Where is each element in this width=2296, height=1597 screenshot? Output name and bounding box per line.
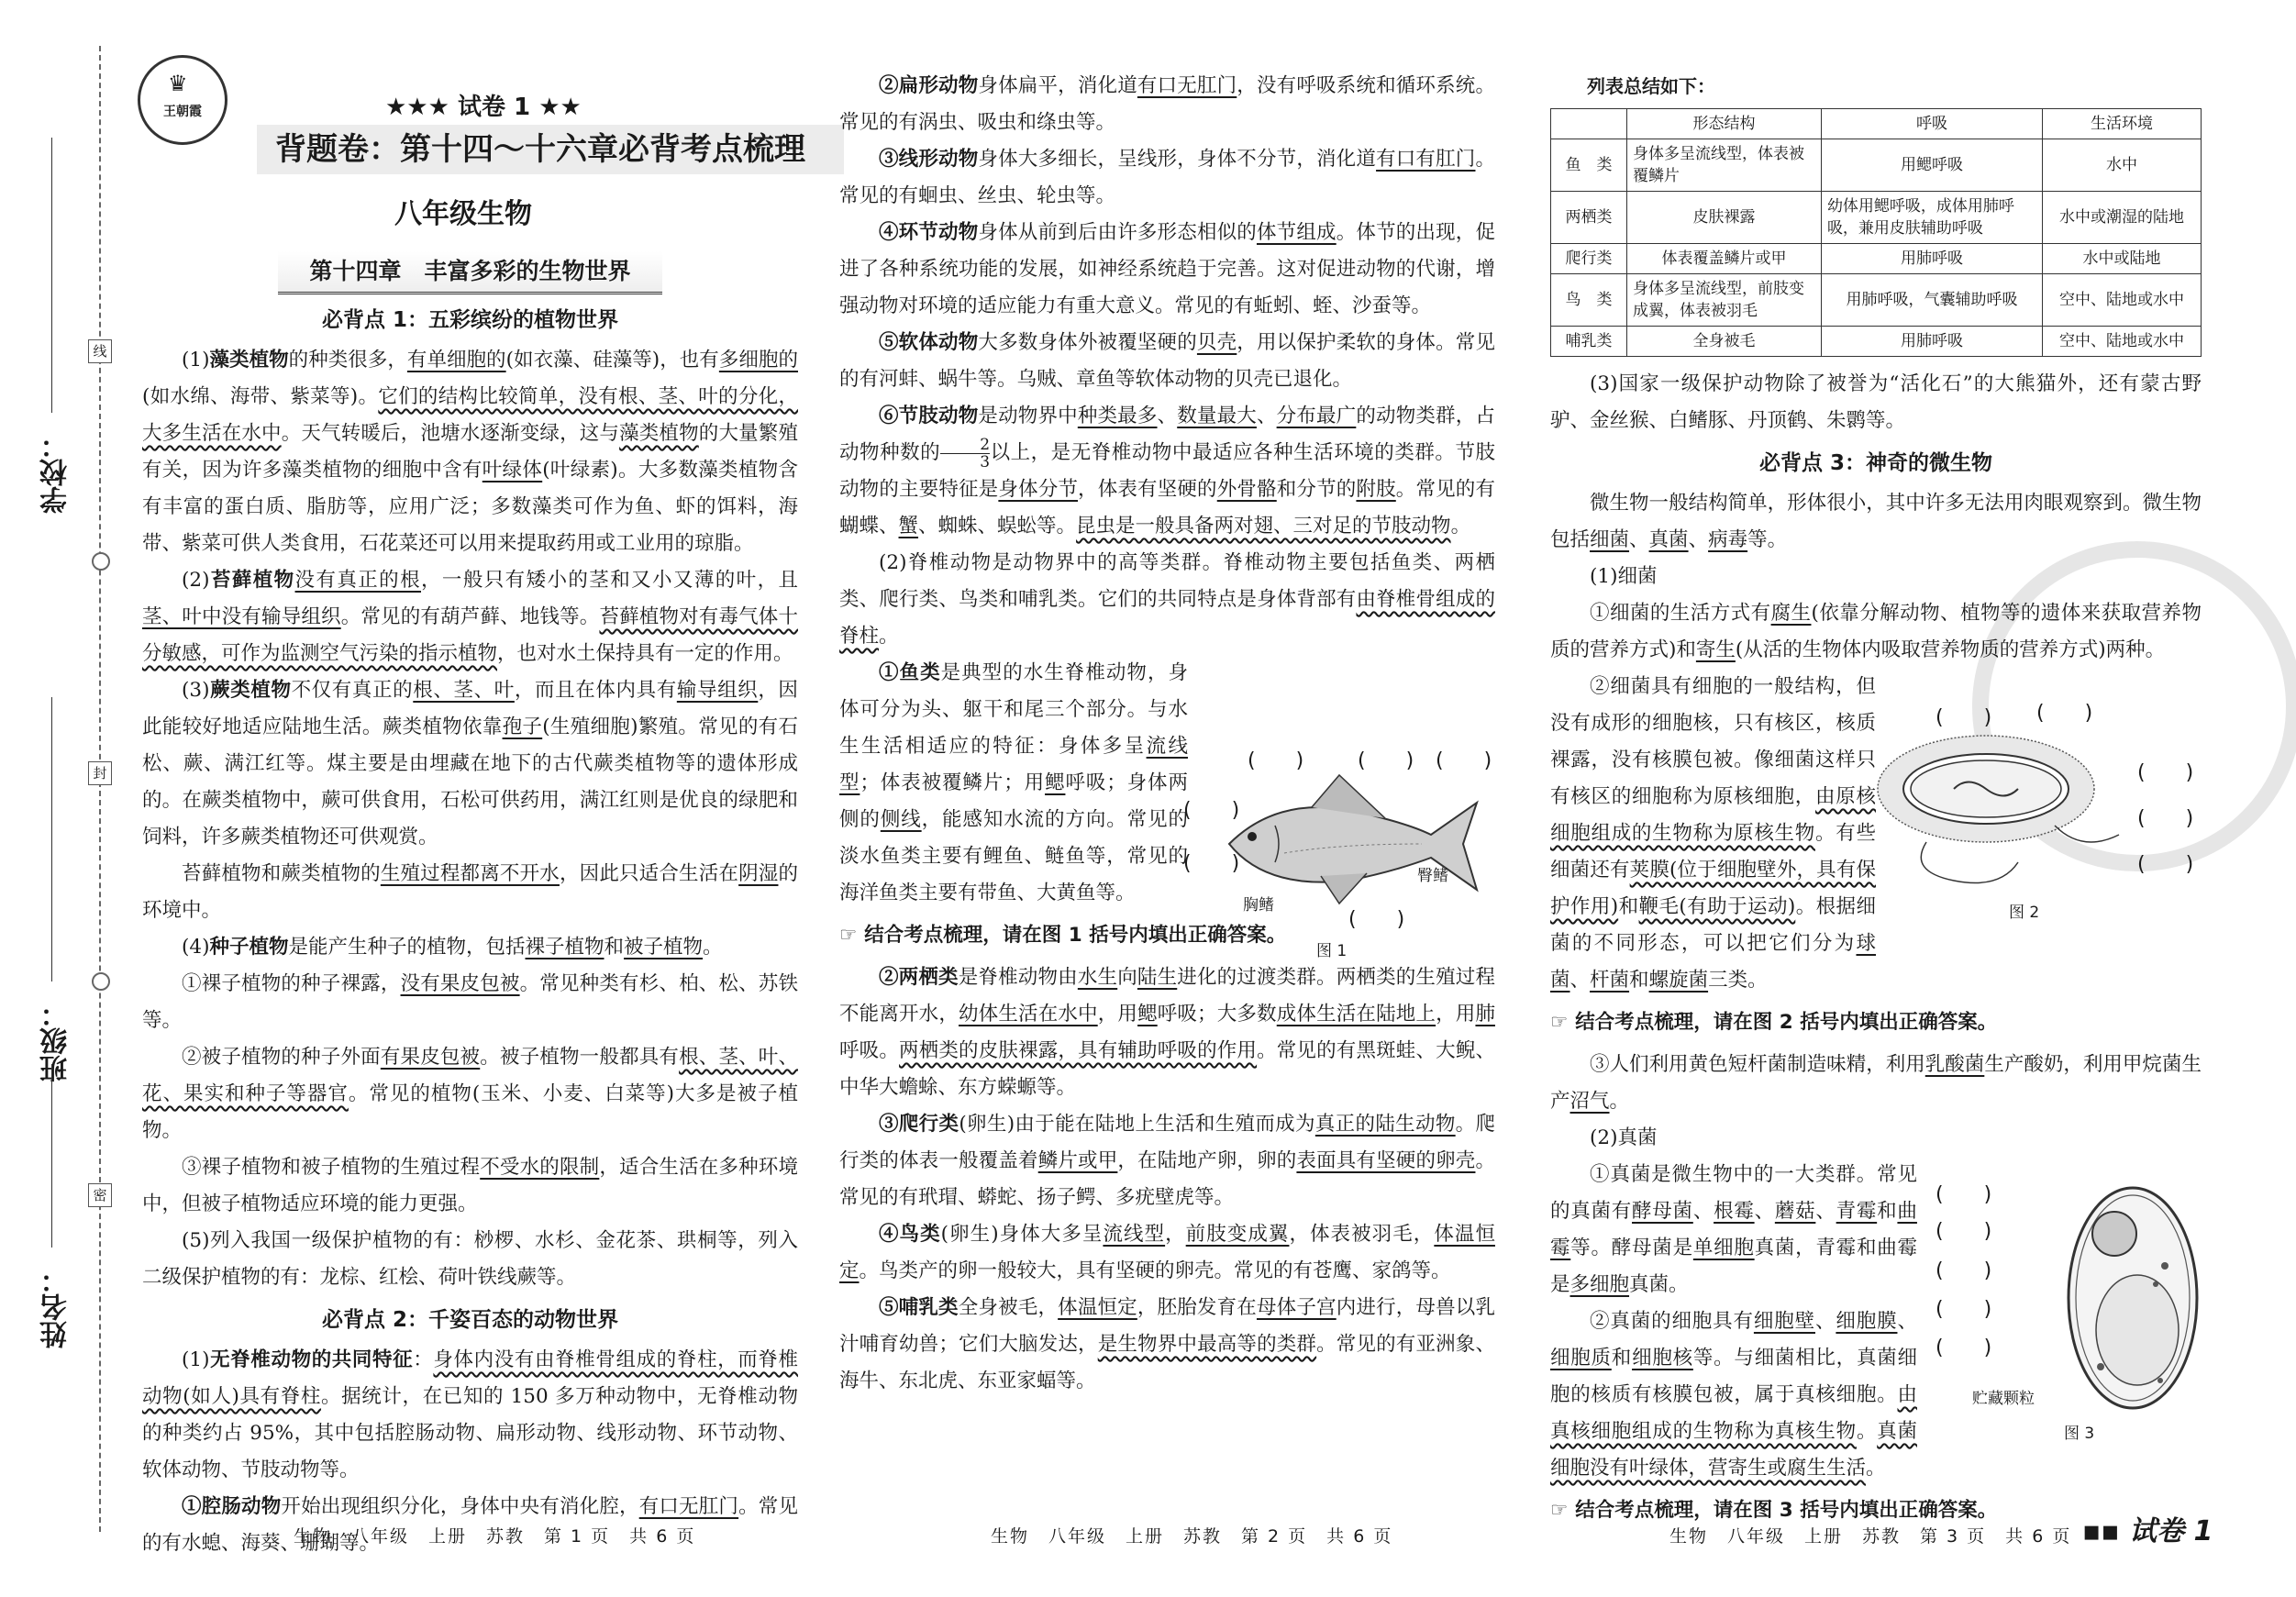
paragraph-summary: 苔藓植物和蕨类植物的生殖过程都离不开水，因此只适合生活在阴湿的环境中。 xyxy=(142,862,798,922)
subheading-bacteria: (1)细菌 xyxy=(1590,565,1658,588)
binding-hole xyxy=(92,552,110,571)
binding-dashed-line xyxy=(99,46,101,1532)
table-header-row: 形态结构 呼吸 生活环境 xyxy=(1551,109,2202,139)
paragraph-seed: (4)种子植物是能产生种子的植物，包括裸子植物和被子植物。 xyxy=(182,936,723,959)
vertebrate-summary-table xyxy=(1550,108,2202,357)
paragraph-arthropod: ⑥节肢动物是动物界中种类最多、数量最大、分布最广的动物类群，占动物种数的 $\frac{2}{3}$ 以上，是无脊椎动物中最适应各种生活环境的类群。节肢动物的主要特征是身体分节，体表有坚硬的外骨骼和分节的附肢。常见的有蝴蝶、蟹、蜘蛛、蜈蚣等。昆虫是一般具备两对翅、三对足的节肢动物。 xyxy=(839,405,1495,538)
table-row: 两栖类 皮肤裸露 幼体用鳃呼吸，成体用肺呼吸，兼用皮肤辅助呼吸 水中或潮湿的陆地 xyxy=(1551,192,2202,244)
blank-bracket[interactable]: ( ) xyxy=(1348,908,1405,931)
crown-icon: ♛ xyxy=(168,71,188,96)
page-footer: 生物 八年级 上册 苏教 第 2 页 共 6 页 xyxy=(991,1526,1393,1547)
yeast-cell-diagram xyxy=(2064,1183,2202,1413)
grade-title: 八年级生物 xyxy=(394,198,532,230)
section-heading: 必背点 2：千姿百态的动物世界 xyxy=(321,1308,618,1332)
paragraph-gymnosperm: ①裸子植物的种子裸露，没有果皮包被。常见种类有杉、柏、松、苏铁等。 xyxy=(142,972,798,1032)
paragraph-annelid: ④环节动物身体从前到后由许多形态相似的体节组成。体节的出现，促进了各种系统功能的发展，如神经系统趋于完善。这对促进动物的代谢，增强动物对环境的适应能力有重大意义。常见的有蚯蚓、蛭、沙蚕等。 xyxy=(839,221,1495,317)
paragraph-flatworm: ②扁形动物身体扁平，消化道有口无肛门，没有呼吸系统和循环系统。常见的有涡虫、吸虫和绦虫等。 xyxy=(839,74,1495,134)
fraction: $\frac{2}{3}$ xyxy=(940,437,990,471)
column-2 xyxy=(839,68,1495,1400)
page-footer: 生物 八年级 上册 苏教 第 1 页 共 6 页 xyxy=(294,1526,696,1547)
name-field[interactable] xyxy=(51,1064,52,1248)
school-label: 学校： xyxy=(40,431,72,514)
paragraph-coelenterate: ①腔肠动物开始出现组织分化，身体中央有消化腔，有口无肛门。常见的有水螅、海葵、珊瑚等。 xyxy=(142,1495,798,1555)
figure-caption: 图 1 xyxy=(1316,942,1348,960)
table-intro: 列表总结如下： xyxy=(1587,75,1715,97)
section-heading: 必背点 1：五彩缤纷的植物世界 xyxy=(321,308,618,332)
bacterium-illustration xyxy=(1871,725,2137,899)
blank-bracket[interactable]: ( ) xyxy=(2137,761,2194,784)
instruction: ☞ 结合考点梳理，请在图 3 括号内填出正确答案。 xyxy=(1550,1499,1998,1522)
blank-bracket[interactable]: ( ) xyxy=(1936,1220,1992,1243)
paper-number: ★★★ 试卷 1 ★★ xyxy=(385,94,582,121)
instruction: ☞ 结合考点梳理，请在图 2 括号内填出正确答案。 xyxy=(1550,1011,1998,1034)
paragraph-reptile: ③爬行类(卵生)由于能在陆地上生活和生殖而成为真正的陆生动物。爬行类的体表一般覆盖着鳞片或甲，在陆地产卵，卵的表面具有坚硬的卵壳。常见的有玳瑁、蟒蛇、扬子鳄、多疣壁虎等。 xyxy=(839,1113,1495,1209)
binding-hole xyxy=(92,972,110,991)
blank-bracket[interactable]: ( ) xyxy=(1936,1259,1992,1282)
blank-bracket[interactable]: ( ) xyxy=(1248,749,1304,772)
blank-bracket[interactable]: ( ) xyxy=(2137,807,2194,830)
publisher-logo: ♛ 王朝霞 xyxy=(138,55,227,145)
blank-bracket[interactable]: ( ) xyxy=(1358,749,1414,772)
section-heading: 必背点 3：神奇的微生物 xyxy=(1758,451,1992,475)
paragraph-moss: (2)苔藓植物没有真正的根，一般只有矮小的茎和又小又薄的叶，且茎、叶中没有输导组织。常见的有葫芦藓、地钱等。苔藓植物对有毒气体十分敏感，可作为监测空气污染的指示植物，也对水土保持具有一定的作用。 xyxy=(142,569,798,665)
pointing-hand-icon: ☞ xyxy=(839,924,858,947)
fig1-label-anal: 臀鳍 xyxy=(1417,867,1448,885)
table-row: 哺乳类 全身被毛 用肺呼吸 空中、陆地或水中 xyxy=(1551,327,2202,357)
paragraph-fungi-types: ①真菌是微生物中的一大类群。常见的真菌有酵母菌、根霉、蘑菇、青霉和曲霉等。酵母菌是单细胞真菌，青霉和曲霉是多细胞真菌。 xyxy=(1550,1163,1917,1296)
class-field[interactable] xyxy=(51,697,52,981)
paragraph-protected-animals: (3)国家一级保护动物除了被誉为“活化石”的大熊猫外，还有蒙古野驴、金丝猴、白鳍豚、丹顶鹤、朱鹮等。 xyxy=(1550,372,2202,432)
table-row: 鱼 类 身体多呈流线型，体表被覆鳞片 用鳃呼吸 水中 xyxy=(1551,139,2202,192)
name-label: 姓名： xyxy=(40,1266,72,1348)
page-title: 背题卷：第十四～十六章必背考点梳理 xyxy=(257,125,844,174)
blank-bracket[interactable]: ( ) xyxy=(1183,799,1240,822)
paragraph-fish: ①鱼类是典型的水生脊椎动物，身体可分为头、躯干和尾三个部分。与水生生活相适应的特征：身体多呈流线型；体表被覆鳞片；用鳃呼吸；身体两侧的侧线，能感知水流的方向。常见的淡水鱼类主要有鲤鱼、鲢鱼等，常见的海洋鱼类主要有带鱼、大黄鱼等。 xyxy=(839,661,1188,904)
paragraph-invertebrates: (1)无脊椎动物的共同特征：身体内没有由脊椎骨组成的脊柱，而脊椎动物(如人)具有脊柱。据统计，在已知的 150 多万种动物中，无脊椎动物的种类约占 95%，其中包括腔肠动物、扁形动物、线形动物、环节动物、软体动物、节肢动物等。 xyxy=(142,1348,798,1481)
fig3-label-storage: 贮藏颗粒 xyxy=(1972,1390,2035,1408)
blank-bracket[interactable]: ( ) xyxy=(1936,1336,1992,1359)
column-1 xyxy=(142,248,798,1562)
paragraph-fungi-structure: ②真菌的细胞具有细胞壁、细胞膜、细胞质和细胞核等。与细菌相比，真菌细胞的核质有核膜包被，属于真核细胞。由真核细胞组成的生物称为真核生物。真菌细胞没有叶绿体，营寄生或腐生生活。 xyxy=(1550,1310,1917,1480)
paragraph-roundworm: ③线形动物身体大多细长，呈线形，身体不分节，消化道有口有肛门。常见的有蛔虫、丝虫、轮虫等。 xyxy=(839,148,1495,207)
chapter-heading: 第十四章 丰富多彩的生物世界 xyxy=(142,251,798,294)
paragraph-vertebrates: (2)脊椎动物是动物界中的高等类群。脊椎动物主要包括鱼类、两栖类、爬行类、鸟类和哺乳类。它们的共同特点是身体背部有由脊椎骨组成的脊柱。 xyxy=(839,551,1495,648)
figure-caption: 图 3 xyxy=(2064,1425,2095,1443)
figure-caption: 图 2 xyxy=(2009,904,2040,922)
paragraph-mammal: ⑤哺乳类全身被毛，体温恒定，胚胎发育在母体子宫内进行，母兽以乳汁哺育幼兽；它们大脑发达，是生物界中最高等的类群。常见的有亚洲象、海牛、东北虎、东亚家蝠等。 xyxy=(839,1296,1495,1392)
pointing-hand-icon: ☞ xyxy=(1550,1011,1569,1034)
page-footer: 生物 八年级 上册 苏教 第 3 页 共 6 页 xyxy=(1669,1526,2072,1547)
blank-bracket[interactable]: ( ) xyxy=(1436,749,1492,772)
subheading-fungi: (2)真菌 xyxy=(1590,1126,1658,1149)
paragraph-microbe-intro: 微生物一般结构简单，形体很小，其中许多无法用肉眼观察到。微生物包括细菌、真菌、病毒等。 xyxy=(1550,492,2202,551)
binding-mark-seal: 封 xyxy=(88,761,112,785)
paragraph-bacteria-use: ③人们利用黄色短杆菌制造味精，利用乳酸菌生产酸奶，利用甲烷菌生产沼气。 xyxy=(1550,1053,2202,1113)
binding-mark-secret: 密 xyxy=(88,1183,112,1207)
blank-bracket[interactable]: ( ) xyxy=(1936,1298,1992,1321)
paragraph-seed-compare: ③裸子植物和被子植物的生殖过程不受水的限制，适合生活在多种环境中，但被子植物适应环境的能力更强。 xyxy=(142,1156,798,1215)
paragraph-bacteria-structure: ②细菌具有细胞的一般结构，但没有成形的细胞核，只有核区，核质裸露，没有核膜包被。像细菌这样只有核区的细胞称为原核细胞，由原核细胞组成的生物称为原核生物。有些细菌还有荚膜(位于细胞壁外，具有保护作用)和鞭毛(有助于运动)。根据细菌的不同形态，可以把它们分为球菌、杆菌和螺旋菌三类。 xyxy=(1550,675,1876,992)
paragraph-angiosperm: ②被子植物的种子外面有果皮包被。被子植物一般都具有根、茎、叶、花、果实和种子等器官。常见的植物(玉米、小麦、白菜等)大多是被子植物。 xyxy=(142,1046,798,1142)
blank-bracket[interactable]: ( ) xyxy=(2036,702,2093,725)
corner-paper-label: ▪▪ 试卷 1 xyxy=(2082,1515,2213,1547)
bacterium-diagram xyxy=(1871,725,2137,899)
paragraph-amphibian: ②两栖类是脊椎动物由水生向陆生进化的过渡类群。两栖类的生殖过程不能离开水，幼体生活在水中，用鳃呼吸；大多数成体生活在陆地上，用肺呼吸。两栖类的皮肤裸露，具有辅助呼吸的作用。常见的有黑斑蛙、大鲵、中华大蟾蜍、东方蝾螈等。 xyxy=(839,966,1495,1099)
table-row: 爬行类 体表覆盖鳞片或甲 用肺呼吸 水中或陆地 xyxy=(1551,244,2202,274)
binding-strip xyxy=(0,0,138,1597)
fig1-label-pectoral: 胸鳍 xyxy=(1243,896,1274,915)
paragraph-bird: ④鸟类(卵生)身体大多呈流线型，前肢变成翼，体表被羽毛，体温恒定。鸟类产的卵一般较大，具有坚硬的卵壳。常见的有苍鹰、家鸽等。 xyxy=(839,1223,1495,1282)
instruction: ☞ 结合考点梳理，请在图 1 括号内填出正确答案。 xyxy=(839,924,1287,947)
paragraph-fern: (3)蕨类植物不仅有真正的根、茎、叶，而且在体内具有输导组织，因此能较好地适应陆地生活。蕨类植物依靠孢子(生殖细胞)繁殖。常见的有石松、蕨、满江红等。煤主要是由埋藏在地下的古代蕨类植物等的遗体形成的。在蕨类植物中，蕨可供食用，石松可供药用，满江红则是优良的绿肥和饲料，许多蕨类植物还可供观赏。 xyxy=(142,679,798,848)
paragraph-bacteria-life: ①细菌的生活方式有腐生(依靠分解动物、植物等的遗体来获取营养物质的营养方式)和寄生(从活的生物体内吸取营养物质的营养方式)两种。 xyxy=(1550,602,2202,661)
paragraph-mollusc: ⑤软体动物大多数身体外被覆坚硬的贝壳，用以保护柔软的身体。常见的有河蚌、蜗牛等。乌贼、章鱼等软体动物的贝壳已退化。 xyxy=(839,331,1495,391)
school-field[interactable] xyxy=(51,138,52,413)
paragraph-protected-plants: (5)列入我国一级保护植物的有：桫椤、水杉、金花茶、珙桐等，列入二级保护植物的有：龙棕、红桧、荷叶铁线蕨等。 xyxy=(142,1229,798,1289)
blank-bracket[interactable]: ( ) xyxy=(2137,853,2194,876)
binding-mark-line: 线 xyxy=(88,339,112,363)
table-row: 鸟 类 身体多呈流线型，前肢变成翼，体表被羽毛 用肺呼吸，气囊辅助呼吸 空中、陆地或水中 xyxy=(1551,274,2202,327)
blank-bracket[interactable]: ( ) xyxy=(1936,1183,1992,1206)
blank-bracket[interactable]: ( ) xyxy=(1936,706,1992,729)
class-label: 班级： xyxy=(40,1000,72,1082)
blank-bracket[interactable]: ( ) xyxy=(1183,852,1240,875)
paragraph-algae: (1)藻类植物的种类很多，有单细胞的(如衣藻、硅藻等)，也有多细胞的(如水绵、海带、紫菜等)。它们的结构比较简单，没有根、茎、叶的分化，大多生活在水中。天气转暖后，池塘水逐渐变绿，这与藻类植物的大量繁殖有关，因为许多藻类植物的细胞中含有叶绿体(叶绿素)。大多数藻类植物含有丰富的蛋白质、脂肪等，应用广泛；多数藻类可作为鱼、虾的饵料，海带、紫菜可供人类食用，石花菜还可以用来提取药用或工业用的琼脂。 xyxy=(142,349,798,555)
pointing-hand-icon: ☞ xyxy=(1550,1499,1569,1522)
yeast-cell-illustration xyxy=(2064,1183,2202,1413)
